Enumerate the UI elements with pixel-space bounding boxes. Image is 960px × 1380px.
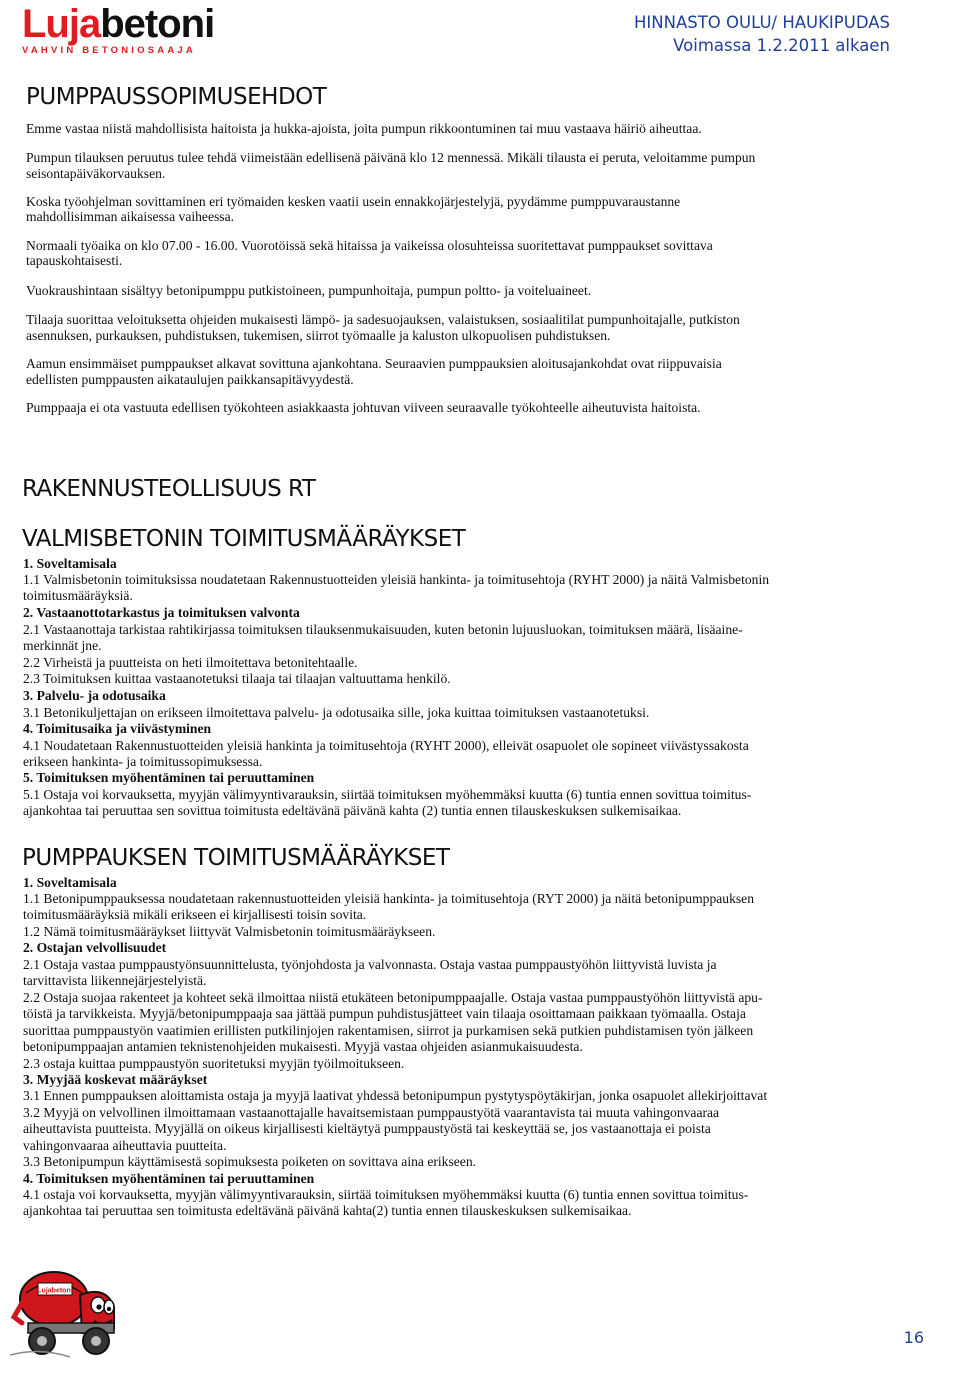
paragraph-line: Normaali työaika on klo 07.00 - 16.00. Vuorotöissä sekä hitaissa ja vaikeissa olosuhteissa suoritettavat pumppaukset sovittava <box>26 238 713 253</box>
clause-line: aiheuttavista puutteista. Myyjällä on oikeus kirjallisesti kieltäytyä pumppaustyöstä tai keskeyttää se, jos vastaanottaja ei poista <box>23 1121 711 1136</box>
paragraph-line: Pumppaaja ei ota vastuuta edellisen työkohteen asiakkaasta johtuvan viiveen seuraavalle työkohteelle aiheutuvista haitoista. <box>26 400 701 415</box>
clause-line: vahingonvaaraa aiheuttavia puutteita. <box>23 1138 227 1153</box>
clause-line: 3.2 Myyjä on velvollinen ilmoittamaan vastaanottajalle havaitsemistaan pumppaustyötä vaarantavista tai muuta vahingonvaaraa <box>23 1105 720 1120</box>
clause-heading: 1. Soveltamisala <box>23 556 117 571</box>
validity-date: Voimassa 1.2.2011 alkaen <box>673 36 890 55</box>
heading-ready-mix-terms: VALMISBETONIN TOIMITUSMÄÄRÄYKSET <box>22 526 466 552</box>
clause-line: ajankohtaa tai peruuttaa sen sovittua toimitusta edeltävänä päivänä kahta (2) tuntia ennen tilauskeskuksen sulkemisaikaa. <box>23 803 682 818</box>
paragraph-line: seisontapäiväkorvauksen. <box>26 166 166 181</box>
clause-heading: 2. Vastaanottotarkastus ja toimituksen valvonta <box>23 605 300 620</box>
paragraph-line: Pumpun tilauksen peruutus tulee tehdä viimeistään edellisenä päivänä klo 12 mennessä. Mikäli tilausta ei peruta, veloitamme pumpun <box>26 150 756 165</box>
paragraph-line: Tilaaja suorittaa veloituksetta ohjeiden mukaisesti lämpö- ja sadesuojauksen, valaistuksen, sosiaalitilat pumpunhoitajalle, putkiston <box>26 312 740 327</box>
mixer-truck-mascot-icon <box>10 1255 128 1365</box>
clause-line: 2.3 Toimituksen kuittaa vastaanotetuksi tilaaja tai tilaajan valtuuttama henkilö. <box>23 671 451 686</box>
clause-line: suorittaa pumppaustyön vaatimien erillisten putkilinjojen rakentamisen, siirrot ja purkamisen sekä putkien puhdistamisen työn jälkeen <box>23 1023 754 1038</box>
logo-main: Luja <box>22 2 101 46</box>
paragraph-line: Koska työohjelman sovittaminen eri työmaiden kesken vaatii usein ennakkojärjestelyjä, pyydämme pumppuvaraustanne <box>26 194 681 209</box>
clause-heading: 3. Palvelu- ja odotusaika <box>23 688 166 703</box>
clause-line: töistä ja tarvikkeista. Myyjä/betonipumppaaja saa jättää pumpun puhdistusjätteet vain tilaaja osoittamaan paikkaan työmaalla. Ostaja <box>23 1006 746 1021</box>
clause-line: 2.2 Ostaja suojaa rakenteet ja kohteet sekä ilmoittaa niistä etukäteen betonipumppaajalle. Ostaja vastaa pumppaustyöhön liittyvistä apu- <box>23 990 763 1005</box>
mascot-label: Lujabetoni <box>37 1287 73 1295</box>
clause-line: 2.2 Virheistä ja puutteista on heti ilmoitettava betonitehtaalle. <box>23 655 358 670</box>
clause-line: 5.1 Ostaja voi korvauksetta, myyjän välimyyntivarauksin, siirtää toimituksen myöhemmäksi kuutta (6) tuntia ennen sovittua toimitus- <box>23 787 752 802</box>
clause-line: 2.1 Ostaja vastaa pumppaustyönsuunnittelusta, työnjohdosta ja valvonnasta. Ostaja vastaa pumppaustyöhön liittyvistä luvista ja <box>23 957 717 972</box>
clause-line: 4.1 Noudatetaan Rakennustuotteiden yleisiä hankinta ja toimitusehtoja (RYHT 2000), elleivät osapuolet ole sopineet viivästyssakosta <box>23 738 749 753</box>
clause-line: toimitusmääräyksiä. <box>23 588 133 603</box>
clause-line: ajankohtaa tai peruuttaa sen toimitusta edeltävänä päivänä kahta(2) tuntia ennen tilauskeskuksen sulkemisaikaa. <box>23 1203 632 1218</box>
heading-rt: RAKENNUSTEOLLISUUS RT <box>22 476 316 502</box>
clause-heading: 3. Myyjää koskevat määräykset <box>23 1072 208 1087</box>
clause-line: 4.1 ostaja voi korvauksetta, myyjän välimyyntivarauksin, siirtää toimituksen myöhemmäksi kuutta (6) tuntia ennen sovittua toimitus- <box>23 1187 749 1202</box>
clause-line: 1.2 Nämä toimitusmääräykset liittyvät Valmisbetonin toimitusmääräykseen. <box>23 924 436 939</box>
paragraph-line: asennuksen, purkauksen, puhdistuksen, tukemisen, siirrot työmaalle ja kaluston ulkopuolisen puhdistuksen. <box>26 328 611 343</box>
page-number: 16 <box>903 1328 924 1347</box>
clause-heading: 2. Ostajan velvollisuudet <box>23 940 167 955</box>
clause-line: toimitusmääräyksiä mikäli erikseen ei kirjallisesti toisin sovita. <box>23 907 367 922</box>
clause-line: 3.1 Betonikuljettajan on erikseen ilmoitettava palvelu- ja odotusaika sille, joka kuittaa toimituksen vastaanotetuksi. <box>23 705 650 720</box>
clause-line: merkinnät jne. <box>23 638 102 653</box>
clause-heading: 5. Toimituksen myöhentäminen tai peruuttaminen <box>23 770 315 785</box>
paragraph-line: mahdollisimman aikaisessa vaiheessa. <box>26 209 235 224</box>
clause-line: 2.1 Vastaanottaja tarkistaa rahtikirjassa toimituksen tilauksenmukaisuuden, kuten betonin lujuusluokan, toimituksen määrä, lisäaine- <box>23 622 743 637</box>
clause-heading: 4. Toimituksen myöhentäminen tai peruuttaminen <box>23 1171 315 1186</box>
clause-line: tarvittavista liikennejärjestelyistä. <box>23 973 207 988</box>
heading-pumping-delivery-terms: PUMPPAUKSEN TOIMITUSMÄÄRÄYKSET <box>22 845 450 871</box>
clause-line: 1.1 Betonipumppauksessa noudatetaan rakennustuotteiden yleisiä hankinta- ja toimitusehtoja (RYT 2000) ja näitä betonipumppauksen <box>23 891 755 906</box>
clause-heading: 4. Toimitusaika ja viivästyminen <box>23 721 212 736</box>
logo-tagline: VAHVIN BETONIOSAAJA <box>22 45 196 56</box>
clause-line: 3.1 Ennen pumppauksen aloittamista ostaja ja myyjä laativat yhdessä betonipumpun pystytyspöytäkirjan, jonka osapuolet allekirjoittavat <box>23 1088 768 1103</box>
paragraph-line: Aamun ensimmäiset pumppaukset alkavat sovittuna ajankohtana. Seuraavien pumppauksien aloitusajankohdat ovat riippuvaisia <box>26 356 722 371</box>
clause-line: 3.3 Betonipumpun käyttämisestä sopimuksesta poiketen on sovittava aina erikseen. <box>23 1154 477 1169</box>
paragraph-line: Vuokraushintaan sisältyy betonipumppu putkistoineen, pumpunhoitaja, pumpun poltto- ja voiteluaineet. <box>26 283 592 298</box>
clause-line: betonipumppaajan antamien teknistenohjeiden mukaisesti. Myyjä vastaa ohjeiden asianmukaisuudesta. <box>23 1039 583 1054</box>
lujabetoni-logo <box>22 4 244 54</box>
paragraph-line: edellisten pumppausten aikataulujen paikkansapitävyydestä. <box>26 372 354 387</box>
price-list-title: HINNASTO OULU/ HAUKIPUDAS <box>633 13 890 32</box>
logo-accent: betoni <box>100 2 215 46</box>
paragraph-line: tapauskohtaisesti. <box>26 253 123 268</box>
clause-line: 2.3 ostaja kuittaa pumppaustyön suoritetuksi myyjän työilmoitukseen. <box>23 1056 405 1071</box>
clause-line: erikseen hankinta- ja toimitussopimuksessa. <box>23 754 263 769</box>
heading-pumping-terms: PUMPPAUSSOPIMUSEHDOT <box>26 84 327 110</box>
paragraph-line: Emme vastaa niistä mahdollisista haitoista ja hukka-ajoista, joita pumpun rikkoontuminen tai muu vastaava häiriö aiheuttaa. <box>26 121 702 136</box>
clause-line: 1.1 Valmisbetonin toimituksissa noudatetaan Rakennustuotteiden yleisiä hankinta- ja toimitusehtoja (RYHT 2000) ja näitä Valmisbetonin <box>23 572 770 587</box>
clause-heading: 1. Soveltamisala <box>23 875 117 890</box>
